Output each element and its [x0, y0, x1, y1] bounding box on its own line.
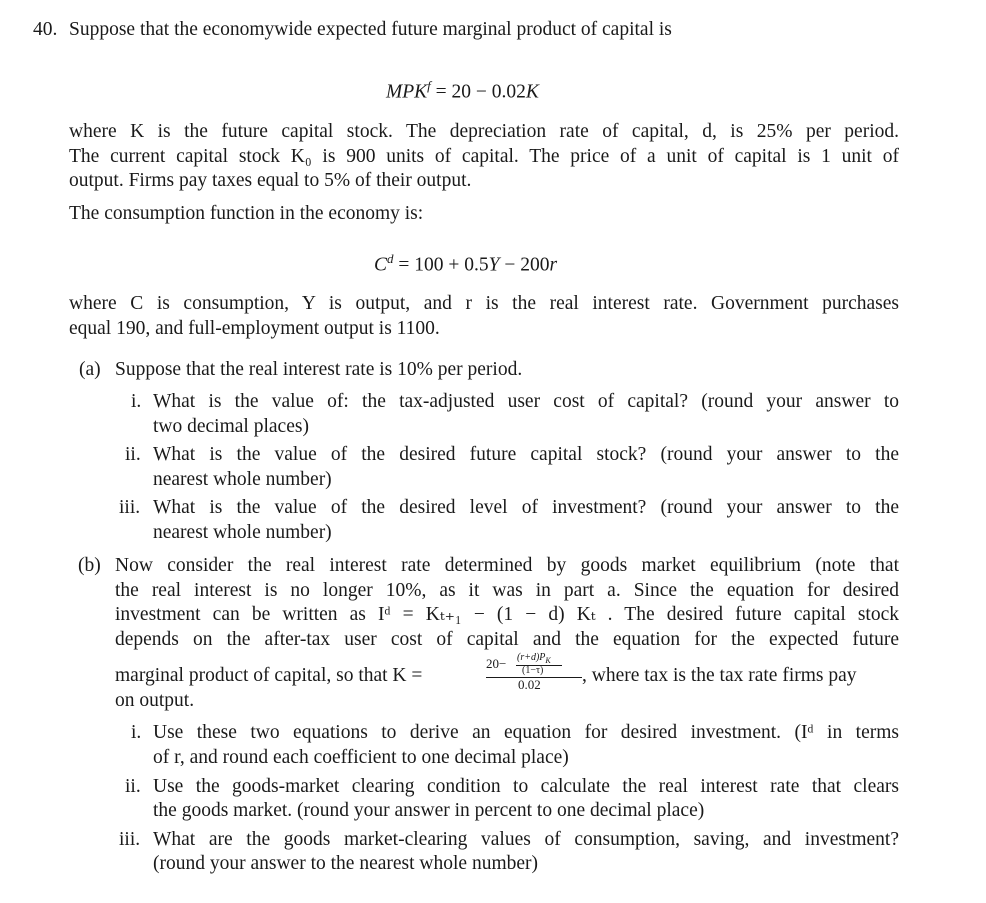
part-b-item-1-line-1: Use these two equations to derive an equation for desired investment. (Iᵈ in terms [153, 722, 899, 743]
part-b-item-3-line-1: What are the goods market-clearing values of consumption, saving, and investment? [153, 829, 899, 850]
part-a-item-1-line-2: two decimal places) [153, 416, 309, 437]
paragraph-1-line-3: output. Firms pay taxes equal to 5% of their output. [69, 170, 472, 191]
fraction-inner-subscript: K [545, 656, 551, 665]
part-b-item-2-line-2: the goods market. (round your answer in percent to one decimal place) [153, 800, 705, 821]
capital-fraction [486, 652, 582, 692]
part-b-line-6: on output. [115, 690, 195, 711]
consumption-equation [374, 246, 557, 279]
consumption-superscript: d [387, 251, 394, 266]
part-a-item-2-number: ii. [125, 444, 141, 465]
part-a-item-3-line-1: What is the value of the desired level of investment? (round your answer to the [153, 497, 899, 518]
part-a-item-1-line-1: What is the value of: the tax-adjusted user cost of capital? (round your answer to [153, 391, 899, 412]
part-b-line-1: Now consider the real interest rate determined by goods market equilibrium (note that [115, 555, 899, 576]
part-b-line-5-post: , where tax is the tax rate firms pay [582, 665, 857, 686]
part-b-item-2-number: ii. [125, 776, 141, 797]
part-a-item-3-number: iii. [119, 497, 141, 518]
consumption-tail: − 200 [499, 254, 550, 276]
fraction-inner-denominator: (1−τ) [522, 665, 544, 676]
fraction-inner-numerator-text: (r+d)P [517, 652, 546, 663]
part-b-line-3: investment can be written as Iᵈ = Kₜ₊₁ − (1 − d) Kₜ . The desired future capital stock [115, 604, 899, 625]
paragraph-2: The consumption function in the economy is: [69, 203, 424, 224]
rate-variable: r [549, 254, 558, 276]
part-a-item-2-line-1: What is the value of the desired future capital stock? (round your answer to the [153, 444, 899, 465]
part-b-item-1-line-2: of r, and round each coefficient to one decimal place) [153, 747, 569, 768]
mpk-rhs: = 20 − 0.02 [430, 81, 526, 103]
consumption-mid: = 100 + 0.5 [393, 254, 489, 276]
mpk-variable: K [525, 81, 539, 103]
part-a-item-3-line-2: nearest whole number) [153, 522, 332, 543]
part-b-line-4: depends on the after-tax user cost of capital and the equation for the expected future [115, 629, 899, 650]
problem-number: 40. [33, 19, 58, 40]
part-a-item-2-line-2: nearest whole number) [153, 469, 332, 490]
part-a-item-1-number: i. [131, 391, 142, 412]
part-a-text: Suppose that the real interest rate is 10% per period. [115, 359, 523, 380]
problem-intro: Suppose that the economywide expected future marginal product of capital is [69, 19, 672, 40]
paragraph-1-line-2: The current capital stock K₀ is 900 units of capital. The price of a unit of capital is 1 unit of [69, 146, 899, 167]
fraction-inner-numerator [517, 652, 551, 665]
consumption-symbol: C [374, 254, 388, 276]
part-b-item-1-number: i. [131, 722, 142, 743]
part-b-item-2-line-1: Use the goods-market clearing condition to calculate the real interest rate that clears [153, 776, 899, 797]
part-b-item-3-number: iii. [119, 829, 141, 850]
mpk-symbol: MPK [386, 81, 428, 103]
output-variable: Y [488, 254, 500, 276]
fraction-denominator: 0.02 [518, 677, 541, 692]
paragraph-3-line-1: where C is consumption, Y is output, and r is the real interest rate. Government purchases [69, 293, 899, 314]
mpk-superscript: f [427, 78, 431, 93]
part-b-label: (b) [78, 555, 101, 576]
mpk-equation [386, 73, 539, 106]
fraction-lead: 20− [486, 656, 507, 671]
part-b-line-2: the real interest is no longer 10%, as it was in part a. Since the equation for desired [115, 580, 899, 601]
part-a-label: (a) [79, 359, 101, 380]
paragraph-1-line-1: where K is the future capital stock. The depreciation rate of capital, d, is 25% per period. [69, 121, 899, 142]
part-b-item-3-line-2: (round your answer to the nearest whole number) [153, 853, 539, 874]
paragraph-3-line-2: equal 190, and full-employment output is 1100. [69, 318, 440, 339]
part-b-line-5-pre: marginal product of capital, so that K = [115, 665, 423, 686]
